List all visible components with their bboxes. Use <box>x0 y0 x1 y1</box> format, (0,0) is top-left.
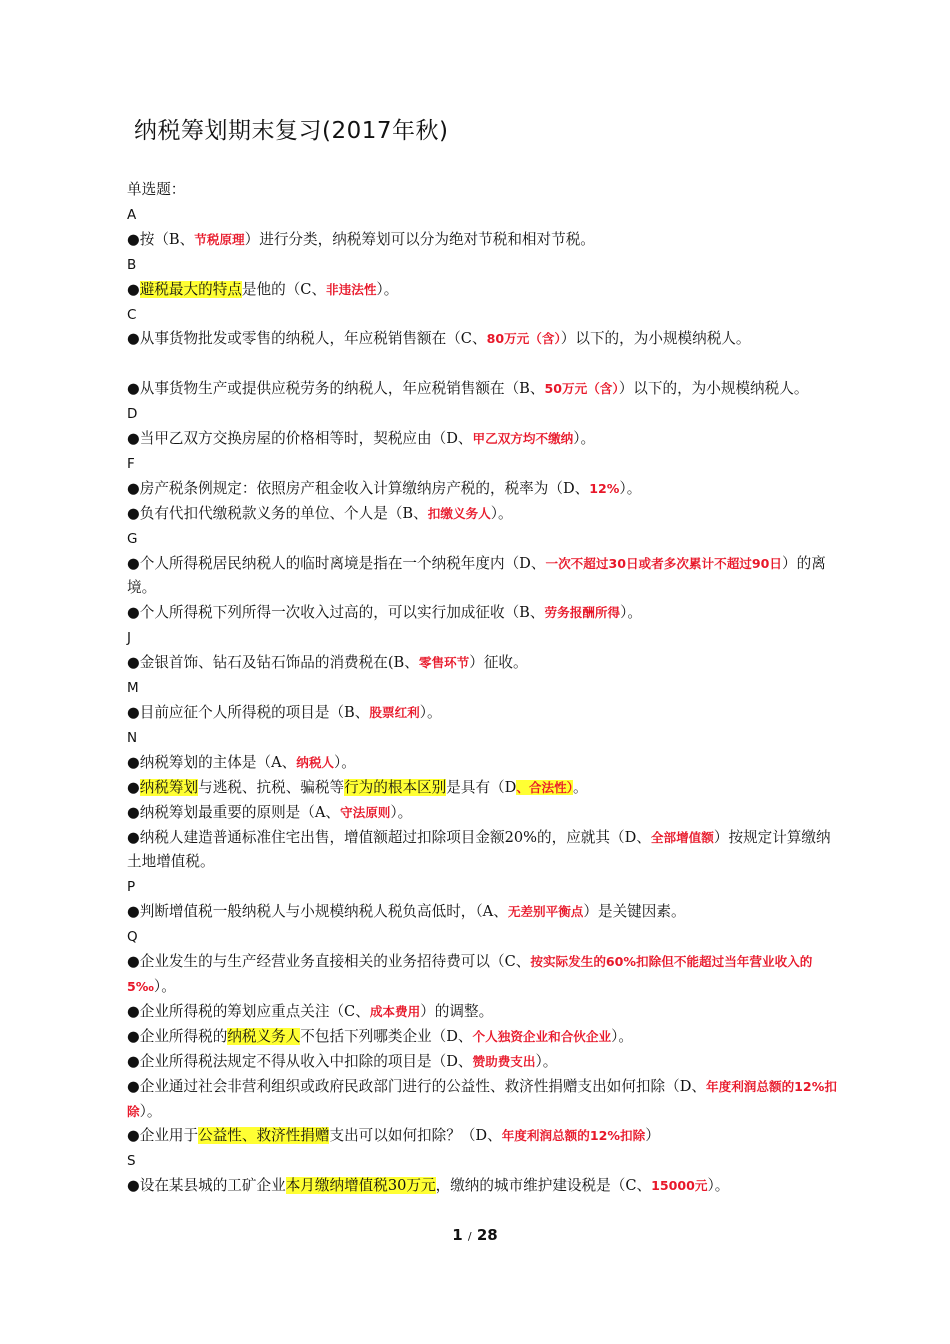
question-item <box>127 900 845 925</box>
answer-text: 零售环节 <box>418 655 470 671</box>
text: ，缴纳的城市维护建设税是（C、 <box>435 1177 652 1195</box>
text: ● <box>127 778 140 796</box>
text: ●纳税人建造普通标准住宅出售，增值额超过扣除项目金额20%的，应就其（D、 <box>127 828 651 846</box>
answer-text: 按实际发生的60%扣除但不能超过当年营业收入的5‰ <box>127 954 813 994</box>
text: ）。 <box>419 704 442 722</box>
question-item <box>127 1050 845 1075</box>
section-letter <box>127 875 845 900</box>
text: ）。 <box>139 1102 162 1120</box>
text: ●企业发生的与生产经营业务直接相关的业务招待费可以（C、 <box>127 953 531 971</box>
question-item <box>127 327 845 352</box>
highlighted-text: 本月缴纳增值税30万元 <box>285 1177 436 1195</box>
text: P <box>127 879 136 896</box>
text: ●当甲乙双方交换房屋的价格相等时，契税应由（D、 <box>127 430 473 448</box>
text: 是他的（C、 <box>241 280 327 298</box>
text: ）。 <box>376 280 399 298</box>
text: ）的调整。 <box>420 1002 494 1020</box>
page-number <box>0 1226 950 1244</box>
text: ）。 <box>573 430 596 448</box>
text: ●企业通过社会非营利组织或政府民政部门进行的公益性、救济性捐赠支出如何扣除（D、 <box>127 1077 707 1095</box>
answer-text: 非违法性 <box>326 281 377 297</box>
blank-line <box>127 352 845 377</box>
question-item <box>127 278 845 303</box>
question-item <box>127 651 845 676</box>
question-item <box>127 950 845 1000</box>
question-item <box>127 776 845 801</box>
section-letter <box>127 676 845 701</box>
text: ）征收。 <box>469 654 528 672</box>
question-item <box>127 477 845 502</box>
text: ）进行分类，纳税筹划可以分为绝对节税和相对节税。 <box>244 230 595 248</box>
text: ●个人所得税下列所得一次收入过高的，可以实行加成征收（B、 <box>127 604 545 622</box>
section-letter <box>127 303 845 328</box>
question-item <box>127 601 845 626</box>
text: ） <box>645 1127 660 1145</box>
page-total: 28 <box>476 1226 498 1244</box>
question-list <box>127 178 845 1199</box>
highlighted-text: 避税最大的特点 <box>139 280 242 298</box>
question-item <box>127 751 845 776</box>
answer-text: 年度利润总额的12%扣除 <box>127 1078 837 1119</box>
answer-text: 全部增值额 <box>650 829 714 845</box>
answer-text: 年度利润总额的12%扣除 <box>501 1128 646 1144</box>
text: ●负有代扣代缴税款义务的单位、个人是（B、 <box>127 504 428 522</box>
section-letter <box>127 626 845 651</box>
text: 支出可以如何扣除？（D、 <box>329 1127 502 1145</box>
section-letter <box>127 402 845 427</box>
text: G <box>127 530 138 547</box>
question-item <box>127 1075 845 1125</box>
page-current: 1 <box>452 1226 463 1244</box>
text: ●从事货物生产或提供应税劳务的纳税人，年应税销售额在（B、 <box>127 380 545 398</box>
question-item <box>127 552 845 602</box>
text: C <box>127 306 137 323</box>
text: S <box>127 1153 136 1170</box>
highlighted-text: 纳税义务人 <box>227 1027 301 1045</box>
section-letter <box>127 925 845 950</box>
question-item <box>127 228 845 253</box>
question-item <box>127 701 845 726</box>
answer-text: 成本费用 <box>369 1003 421 1019</box>
text: ●目前应征个人所得税的项目是（B、 <box>127 704 370 722</box>
answer-text: 节税原理 <box>194 231 245 247</box>
text: 是具有（D <box>446 778 517 796</box>
question-item <box>127 1124 845 1149</box>
text: 单选题： <box>127 181 186 198</box>
answer-text: 扣缴义务人 <box>427 505 491 521</box>
text: ）按规定计算缴纳土地增值税。 <box>127 828 831 871</box>
page-separator: / <box>467 1230 472 1243</box>
text: ● <box>127 280 140 298</box>
answer-text: 一次不超过30日或者多次累计不超过90日 <box>545 555 783 571</box>
question-item <box>127 502 845 527</box>
question-item <box>127 1000 845 1025</box>
answer-text: 50万元（含） <box>544 381 619 397</box>
text: ●按（B、 <box>127 230 195 248</box>
section-heading <box>127 178 845 203</box>
question-item <box>127 1174 845 1199</box>
answer-text: 守法原则 <box>340 804 391 820</box>
answer-text: 80万元（含） <box>486 331 561 347</box>
text: ●从事货物批发或零售的纳税人，年应税销售额在（C、 <box>127 330 487 348</box>
section-letter <box>127 203 845 228</box>
answer-text: 、合法性） <box>516 779 573 795</box>
question-item <box>127 826 845 876</box>
answer-text: 纳税人 <box>296 754 334 770</box>
text: 。 <box>573 778 588 796</box>
text: ）。 <box>611 1027 633 1045</box>
text: F <box>127 455 135 472</box>
section-letter <box>127 253 845 278</box>
text: Q <box>127 929 138 946</box>
text: ）。 <box>390 803 413 821</box>
text: ）。 <box>490 504 513 522</box>
section-letter <box>127 1149 845 1174</box>
text: N <box>127 729 138 746</box>
answer-text: 12% <box>589 480 620 496</box>
answer-text: 劳务报酬所得 <box>544 605 621 621</box>
text: ）的离境。 <box>127 554 826 597</box>
answer-text: 无差别平衡点 <box>507 904 584 920</box>
text: ）。 <box>535 1052 558 1070</box>
text: ）。 <box>620 604 642 622</box>
text: ●企业所得税的筹划应重点关注（C、 <box>127 1002 370 1020</box>
text: 与逃税、抗税、骗税等 <box>198 778 345 796</box>
highlighted-text: 行为的根本区别 <box>344 778 447 796</box>
text: D <box>127 406 138 423</box>
section-letter <box>127 726 845 751</box>
text: ）是关键因素。 <box>583 903 686 921</box>
text: ●企业所得税的 <box>127 1027 228 1045</box>
text: 不包括下列哪类企业（D、 <box>300 1027 473 1045</box>
text: ）。 <box>619 479 642 497</box>
answer-text: 15000元 <box>651 1178 708 1194</box>
text: ●金银首饰、钻石及钻石饰品的消费税在(B、 <box>127 654 419 672</box>
question-item <box>127 1025 845 1050</box>
text: B <box>127 256 137 273</box>
text: A <box>127 206 137 223</box>
text: M <box>127 680 139 697</box>
text: ）。 <box>334 753 356 771</box>
question-item <box>127 377 845 402</box>
text: ●个人所得税居民纳税人的临时离境是指在一个纳税年度内（D、 <box>127 554 546 572</box>
text: J <box>127 630 131 647</box>
page-title: 纳税筹划期末复习(2017年秋) <box>134 118 449 144</box>
answer-text: 赞助费支出 <box>472 1053 536 1069</box>
text: ●纳税筹划的主体是（A、 <box>127 753 297 771</box>
section-letter <box>127 452 845 477</box>
text: ）。 <box>153 977 176 995</box>
text: ）以下的，为小规模纳税人。 <box>560 330 751 348</box>
section-letter <box>127 527 845 552</box>
answer-text: 股票红利 <box>369 705 420 721</box>
text: ）。 <box>707 1177 730 1195</box>
question-item <box>127 427 845 452</box>
text: ●企业所得税法规定不得从收入中扣除的项目是（D、 <box>127 1052 473 1070</box>
text: ）以下的，为小规模纳税人。 <box>618 380 809 398</box>
question-item <box>127 801 845 826</box>
answer-text: 个人独资企业和合伙企业 <box>472 1028 612 1044</box>
text: ●设在某县城的工矿企业 <box>127 1177 286 1195</box>
highlighted-text: 纳税筹划 <box>139 778 199 796</box>
highlighted-text: 公益性、救济性捐赠 <box>198 1127 330 1145</box>
text: ●房产税条例规定：依照房产租金收入计算缴纳房产税的，税率为（D、 <box>127 479 590 497</box>
text: ●企业用于 <box>127 1127 199 1145</box>
text: ●判断增值税一般纳税人与小规模纳税人税负高低时，（A、 <box>127 903 508 921</box>
answer-text: 甲乙双方均不缴纳 <box>472 431 574 447</box>
text: ●纳税筹划最重要的原则是（A、 <box>127 803 340 821</box>
